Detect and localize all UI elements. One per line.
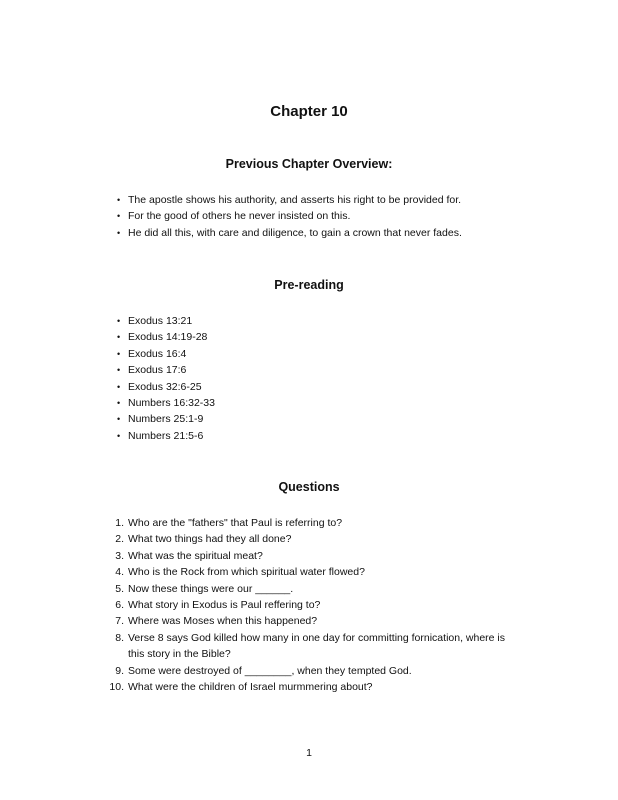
question-number: 10. <box>109 681 124 694</box>
question-item <box>115 515 508 531</box>
question-number: 6. <box>115 599 124 612</box>
page-number: 1 <box>306 747 312 759</box>
questions-heading: Questions <box>278 480 340 494</box>
question-number: 8. <box>115 631 124 644</box>
prereading-heading: Pre-reading <box>274 278 344 292</box>
question-item <box>115 581 508 597</box>
overview-item: • He did all this, with care and diligence, to gain a crown that never fades. <box>128 225 548 241</box>
question-item <box>115 663 508 679</box>
question-text: What was the spiritual meat? <box>128 549 263 562</box>
question-text: What were the children of Israel murmmering about? <box>128 681 373 694</box>
prereading-item: • Numbers 16:32-33 <box>128 395 548 411</box>
question-item <box>115 531 508 547</box>
question-number: 2. <box>115 533 124 546</box>
prereading-item: • Exodus 17:6 <box>128 362 548 378</box>
question-number: 3. <box>115 549 124 562</box>
overview-heading: Previous Chapter Overview: <box>225 157 393 171</box>
question-text: Now these things were our ______. <box>128 582 294 595</box>
prereading-item: • Exodus 16:4 <box>128 346 548 362</box>
question-item <box>115 548 508 564</box>
question-number: 4. <box>115 566 124 579</box>
overview-item: • For the good of others he never insisted on this. <box>128 208 548 224</box>
question-item <box>115 597 508 613</box>
overview-item: • The apostle shows his authority, and asserts his right to be provided for. <box>128 192 548 208</box>
question-text: Who are the "fathers" that Paul is referring to? <box>128 517 343 529</box>
question-text: Who is the Rock from which spiritual water flowed? <box>128 566 365 579</box>
question-text: What story in Exodus is Paul reffering to? <box>128 599 321 612</box>
prereading-item: • Numbers 25:1-9 <box>128 411 548 427</box>
question-number: 1. <box>115 517 124 529</box>
question-number: 7. <box>115 615 124 628</box>
question-item <box>115 630 508 663</box>
chapter-title: Chapter 10 <box>270 103 348 120</box>
question-text: Where was Moses when this happened? <box>128 615 318 628</box>
questions-list <box>109 515 508 695</box>
question-item <box>115 613 508 629</box>
overview-list <box>128 192 548 241</box>
prereading-item: • Exodus 32:6-25 <box>128 379 548 395</box>
prereading-item: • Exodus 14:19-28 <box>128 329 548 345</box>
question-text: Verse 8 says God killed how many in one day for committing fornication, where is this story in the Bible? <box>128 631 506 661</box>
prereading-item: • Exodus 13:21 <box>128 313 548 329</box>
question-item <box>109 679 508 695</box>
question-text: Some were destroyed of ________, when they tempted God. <box>128 664 412 677</box>
prereading-list <box>128 313 548 444</box>
prereading-item: • Numbers 21:5-6 <box>128 428 548 444</box>
question-text: What two things had they all done? <box>128 533 292 546</box>
question-number: 5. <box>115 582 124 595</box>
question-item <box>115 564 508 580</box>
question-number: 9. <box>115 664 124 677</box>
